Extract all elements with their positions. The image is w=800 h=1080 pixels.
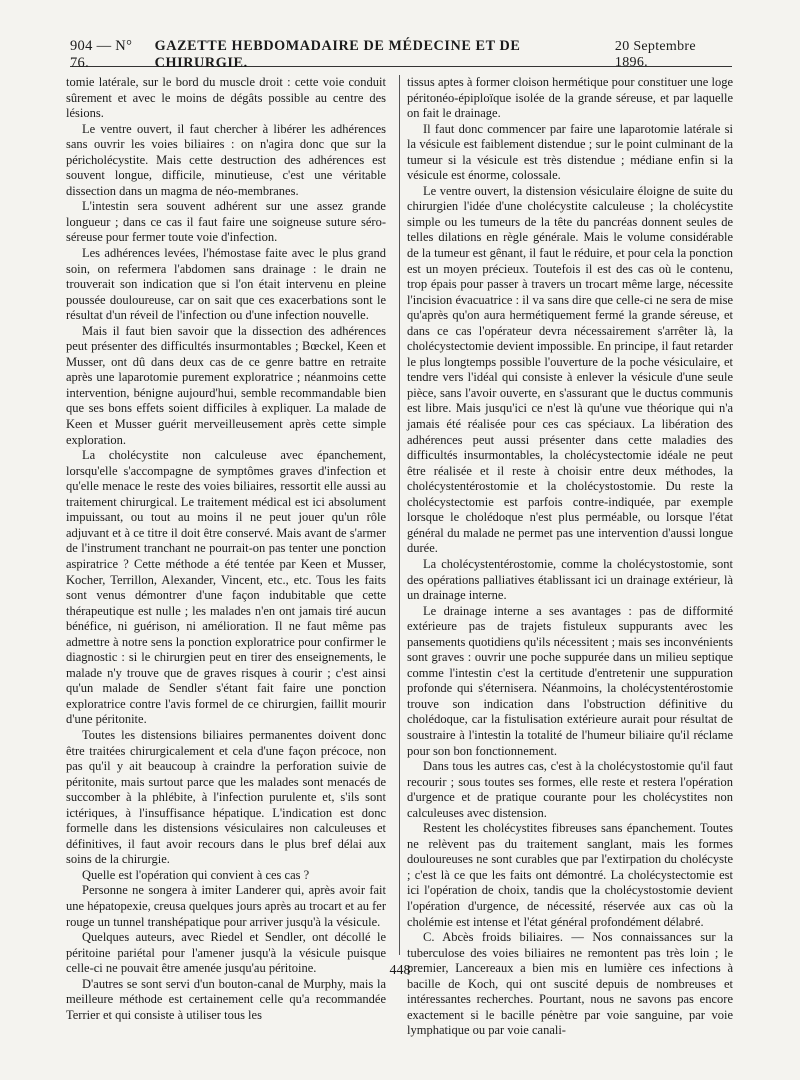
column-divider xyxy=(399,75,400,955)
left-column xyxy=(66,75,386,1023)
page-number: 904 — N° 76. xyxy=(70,38,133,71)
paragraph: Quelle est l'opération qui convient à ces cas ? xyxy=(82,867,310,882)
running-header xyxy=(70,38,732,71)
paragraph: Le ventre ouvert, il faut chercher à libérer les adhérences sans ouvrir les voies biliaires : on n'agira donc que sur la péricholécystite. Mais cette destruction des adhérences est souvent longue, difficile, minutieuse, c'est une véritable dissection dans un magma de néo-membranes. xyxy=(66,121,386,198)
paragraph: Restent les cholécystites fibreuses sans épanchement. Toutes ne relèvent pas du traitement sanglant, mais les formes douloureuses ne sont curables que par l'extirpation du cholécyste ; c'est là ce que les faits ont démontré. La cholécystectomie est ici l'opération de choix, tandis que la cholécystostomie devient l'opération d'urgence, de nécessité, réservée aux cas où la cholémie est intense et l'état général profondément délabré. xyxy=(407,821,733,929)
paragraph: Mais il faut bien savoir que la dissection des adhérences peut présenter des difficultés insurmontables ; Bœckel, Keen et Musser, ont dû dans deux cas de ce genre battre en retraite après une laparotomie purement exploratrice ; néanmoins cette intervention, bénigne aujourd'hui, semble recommandable bien que ses bons effets soient difficiles à expliquer. La malade de Keen et Musser guérit merveilleusement après cette simple exploration. xyxy=(66,323,386,447)
paragraph: Dans tous les autres cas, c'est à la cholécystostomie qu'il faut recourir ; sous toutes ses formes, elle reste et restera l'opération d'urgence et de pratique courante pour les cholécystites non calculeuses avec distension. xyxy=(407,759,733,820)
paragraph: tissus aptes à former cloison hermétique pour constituer une loge péritonéo-épiploïque isolée de la grande séreuse, et par laquelle on fait le drainage. xyxy=(407,75,733,121)
folio-number: 448 xyxy=(389,963,411,978)
paragraph: La cholécystentérostomie, comme la cholécystostomie, sont des opérations palliatives établissant ici un drainage extérieur, là un drainage interne. xyxy=(407,556,733,603)
right-column xyxy=(407,75,733,1039)
paragraph: Toutes les distensions biliaires permanentes doivent donc être traitées chirurgicalement et cela d'une façon précoce, non pas qu'il y ait beaucoup à craindre la perforation suivie de péritonite, mais surtout parce que les malades sont menacés de succomber à la phlébite, à l'infection purulente et, s'ils sont ictériques, à l'insuffisance hépatique. L'indication est donc formelle dans les distensions vésiculaires non calculeuses et définitives, il faut avoir recours dans le plus bref délai aux soins de la chirurgie. xyxy=(66,727,386,867)
issue-date: 20 Septembre 1896. xyxy=(614,39,696,70)
journal-title: GAZETTE HEBDOMADAIRE DE MÉDECINE ET DE CHIRURGIE. xyxy=(154,38,521,71)
paragraph: Les adhérences levées, l'hémostase faite avec le plus grand soin, on refermera l'abdomen sans drainage : le drain ne trouverait son indication que si l'on était intervenu en pleine poussée douloureuse, car on sait que ces exacerbations sont le résultat d'un réveil de l'infection ou d'une infection nouvelle. xyxy=(66,246,386,323)
paragraph: D'autres se sont servi d'un bouton-canal de Murphy, mais la meilleure méthode est certainement celle qu'a recommandée Terrier et qui consiste à utiliser tous les xyxy=(66,976,386,1022)
paragraph: tomie latérale, sur le bord du muscle droit : cette voie conduit sûrement et avec le moins de dégâts possible au centre des lésions. xyxy=(66,75,386,121)
paragraph: C. Abcès froids biliaires. — Nos connaissances sur la tuberculose des voies biliaires ne remontent pas très loin ; le premier, Lancereaux a bien mis en lumière ces infections à bacille de Koch, qui ont suscité depuis de nombreuses et intéressantes recherches. Pourtant, nous ne savons pas encore exactement si le bacille pénètre par voie sanguine, par voie lymphatique ou par voie canali- xyxy=(407,930,733,1038)
paragraph: Il faut donc commencer par faire une laparotomie latérale si la vésicule est faiblement distendue ; sur le point culminant de la tumeur si la vésicule est très distendue ; médiane enfin si la vésicule est énorme, colossale. xyxy=(407,121,733,183)
paragraph: Le drainage interne a ses avantages : pas de difformité extérieure pas de trajets fistuleux suppurants avec les pansements quotidiens qu'ils nécessitent ; mais ses inconvénients sont graves : ouvrir une poche suppurée dans un milieu septique comme l'intestin c'est la certitude d'entretenir une suppuration profonde qui s'éternisera. Néanmoins, la cholécystentérostomie trouve son indication dans l'obstruction définitive du cholédoque, car la fistulisation extérieure aurait pour résultat de soustraire à l'intestin la totalité de l'humeur biliaire qu'il réclame pour son bon fonctionnement. xyxy=(407,603,733,758)
paragraph: Le ventre ouvert, la distension vésiculaire éloigne de suite du chirurgien l'idée d'une cholécystite calculeuse ; la cholécystite simple ou les tumeurs de la tête du pancréas donnent seules de telles dilations en règle générale. Mais le volume considérable de la tumeur est gênant, il faut le réduire, et pour cela la ponction est un moyen précieux. Toutefois il est des cas où le contenu, trop épais pour passer à travers un trocart même large, nécessite l'incision évacuatrice : il va sans dire que celle-ci ne sera de mise qu'après qu'on aura hermétiquement fermé la grande séreuse, et dans ce cas l'opérateur devra nécessairement s'arrêter là, la cholécystectomie devient impossible. En principe, il faut retarder le plus longtemps possible l'ouverture de la poche vésiculaire, et tendre vers l'idéal qui consiste à enlever la vésicule d'une seule pièce, sans l'avoir ouverte, en s'assurant que le ductus communis est libre. Mais jusqu'ici ce n'est là qu'une vue théorique qui n'a jamais été réalisée pour ces cas spéciaux. La libération des adhérences peut aussi présenter dans cette maladies des difficultés insurmontables, la cholécystectomie idéale ne peut être réalisée et il reste à choisir entre deux méthodes, la cholécystentérostomie et la cholécystostomie. Du reste la cholécystectomie est parfois contre-indiquée, par exemple lorsque le cholédoque n'est plus perméable, ou lorsque l'état général du malade ne permet pas une intervention d'aussi longue durée. xyxy=(407,183,733,556)
paragraph: La cholécystite non calculeuse avec épanchement, lorsqu'elle s'accompagne de symptômes graves d'infection et qu'elle menace le reste des voies biliaires, ressortit elle aussi au traitement chirurgical. Le traitement médical est ici absolument impuissant, ou tout au moins il ne peut jouer qu'un rôle adjuvant et à ce titre il doit être conservé. Mais avant de s'armer de l'instrument tranchant ne pourrait-on pas tenter une ponction aspiratrice ? Cette méthode a été tentée par Keen et Musser, Kocher, Terrillon, Alexander, Vincent, etc., etc. Tous les faits sont venus démontrer d'une façon indubitable que cette thérapeutique est nulle ; les malades n'en ont jamais tiré aucun bénéfice, ni guérison, ni amélioration. Il ne faut même pas admettre à notre sens la ponction exploratrice pour confirmer le diagnostic : si le chirurgien peut en tirer des enseignements, le malade n'y trouve que de graves risques à courir ; c'est ainsi qu'un malade de Sendler s'étant fait faire une ponction exploratrice contre l'avis formel de ce chirurgien, faillit mourir d'une péritonite. xyxy=(66,448,386,727)
paragraph: Personne ne songera à imiter Landerer qui, après avoir fait une hépatopexie, creusa quelques jours après au trocart et au fer rouge un tunnel transhépatique pour arriver jusqu'à la vésicule. xyxy=(66,883,386,929)
paragraph: Quelques auteurs, avec Riedel et Sendler, ont décollé le péritoine pariétal pour l'amener jusqu'à la vésicule puisque celle-ci ne pouvait être amenée jusqu'au péritoine. xyxy=(66,930,386,976)
paragraph: L'intestin sera souvent adhérent sur une assez grande longueur ; dans ce cas il faut faire une soigneuse suture séro-séreuse pour fermer toute voie d'infection. xyxy=(66,199,386,245)
